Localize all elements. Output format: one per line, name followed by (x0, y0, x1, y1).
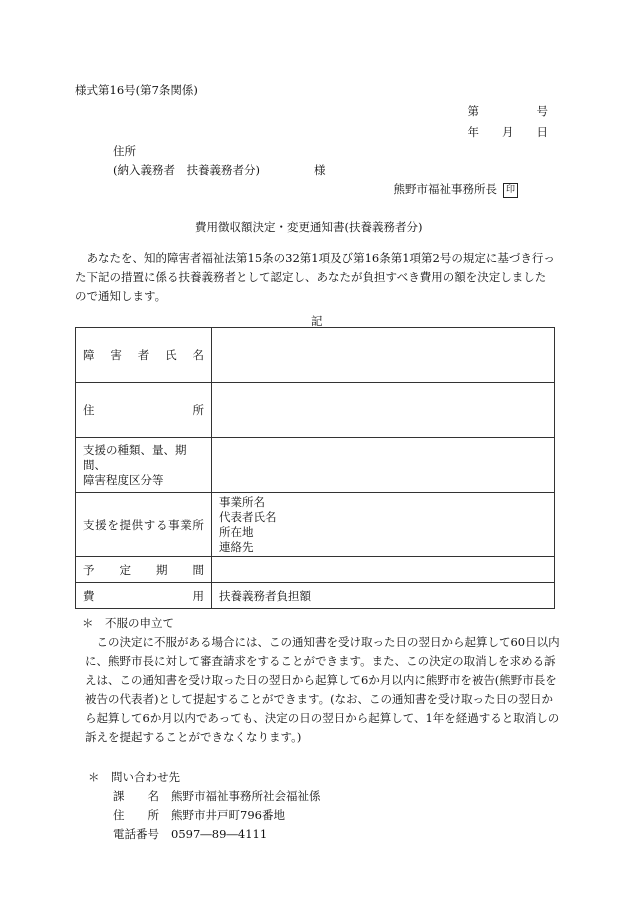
contact-value: 熊野市井戸町796番地 (171, 808, 285, 822)
document-date: 年 月 日 (467, 125, 548, 139)
provider-field: 代表者氏名 (219, 509, 277, 524)
document-number: 第 号 (467, 104, 548, 118)
row-value (212, 383, 555, 438)
label-char: 定 (119, 562, 131, 577)
support-type-label-line2: 障害程度区分等 (83, 472, 164, 487)
label-char: 供 (131, 517, 144, 532)
issuer-name: 熊野市福祉事務所長 (393, 182, 497, 196)
seal-stamp: 印 (503, 183, 518, 198)
label-char: 支 (83, 517, 95, 532)
honorific: 様 (314, 163, 326, 177)
table-row (76, 557, 555, 583)
label-char: 事 (168, 517, 180, 532)
label-char: 所 (192, 517, 204, 532)
label-char: 予 (83, 562, 95, 577)
details-table (75, 327, 555, 609)
row-label (76, 557, 212, 583)
spread-label-cost (83, 588, 204, 604)
body-paragraph: あなたを、知的障害者福祉法第15条の32第1項及び第16条第1項第2号の規定に基づき行った下記の措置に係る扶養義務者として認定し、あなたが負担すべき費用の額を決定しましたので通知します。 (75, 251, 555, 303)
row-label (76, 493, 212, 557)
table-row (76, 438, 555, 493)
address-label: 住所 (113, 144, 136, 158)
label-char: 住 (83, 403, 95, 417)
contact-heading: ＊ 問い合わせ先 (88, 770, 180, 784)
label-char: 害 (110, 348, 122, 362)
provider-field: 事業所名 (219, 494, 265, 509)
row-value (212, 493, 555, 557)
row-label (76, 438, 212, 493)
label-char: 業 (180, 517, 192, 532)
spread-label-name (83, 347, 204, 363)
contact-key: 住 所 (113, 808, 159, 822)
appeal-heading: ＊ 不服の申立て (82, 616, 174, 630)
cost-value: 扶養義務者負担額 (212, 583, 555, 609)
appeal-text: この決定に不服がある場合には、この通知書を受け取った日の翌日から起算して60日以内に、熊野市長に対して審査請求をすることができます。また、この決定の取消しを求める訴えは、この通知書を受け取った日の翌日から起算して6か月以内に熊野市を被告(熊野市長を被告の代表者)として提起することができます。(なお、この通知書を受け取った日の翌日から起算して6か月以内であっても、決定の日の翌日から起算して、1年を経過すると取消しの訴えを提起することができなくなります。) (85, 635, 560, 744)
table-row (76, 328, 555, 383)
label-char: 者 (137, 348, 150, 362)
contact-info (88, 768, 321, 844)
addressee: (納入義務者 扶養義務者分) (113, 163, 260, 177)
row-value (212, 557, 555, 583)
label-char: る (155, 517, 168, 532)
ki-heading: 記 (311, 314, 323, 328)
contact-key: 課 名 (113, 789, 159, 803)
label-char: す (143, 517, 156, 532)
row-label (76, 583, 212, 609)
contact-row (88, 787, 321, 806)
contact-row (88, 806, 321, 825)
table-row (76, 383, 555, 438)
label-char: 障 (83, 348, 95, 362)
label-char: を (107, 517, 119, 532)
label-char: 援 (95, 517, 107, 532)
contact-row (88, 825, 321, 844)
spread-label-provider (83, 517, 204, 533)
table-row (76, 493, 555, 557)
label-char: 費 (83, 588, 95, 603)
appeal-notice (82, 614, 562, 747)
contact-value: 熊野市福祉事務所社会福祉係 (171, 789, 321, 803)
table-row (76, 583, 555, 609)
label-char: 所 (192, 403, 204, 417)
spread-label-address (83, 402, 204, 418)
issuer (394, 181, 519, 198)
label-char: 用 (192, 588, 204, 603)
support-type-label-line1: 支援の種類、量、期間、 (83, 442, 187, 472)
label-char: 期 (156, 562, 168, 577)
contact-value: 0597―89―4111 (171, 827, 268, 841)
label-char: 提 (119, 517, 131, 532)
provider-field: 連絡先 (219, 539, 254, 554)
row-label (76, 328, 212, 383)
form-number-label: 様式第16号(第7条関係) (75, 83, 198, 97)
contact-key: 電話番号 (113, 827, 159, 841)
label-char: 氏 (165, 348, 177, 362)
document-title: 費用徴収額決定・変更通知書(扶養義務者分) (195, 220, 423, 234)
row-value (212, 328, 555, 383)
label-char: 名 (192, 348, 204, 362)
row-value (212, 438, 555, 493)
spread-label-period (83, 562, 204, 578)
row-label (76, 383, 212, 438)
label-char: 間 (192, 562, 204, 577)
provider-field: 所在地 (219, 524, 254, 539)
